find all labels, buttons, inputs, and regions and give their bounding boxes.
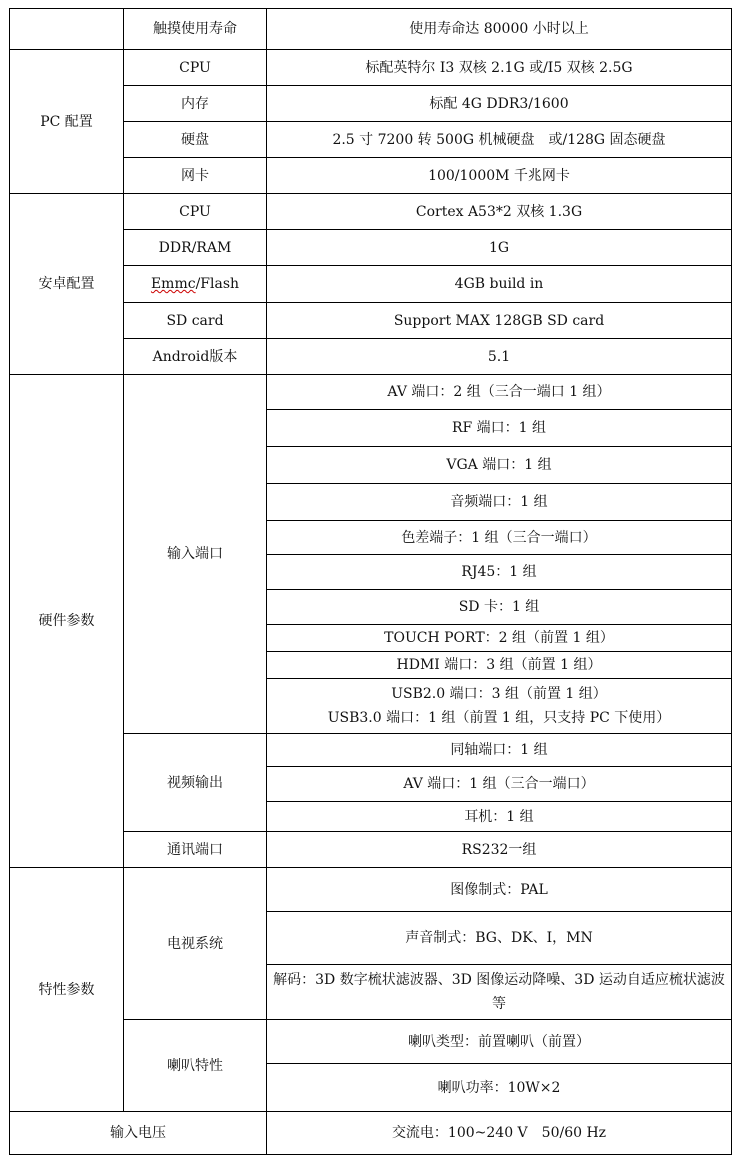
row-value: 耳机：1 组 — [267, 802, 732, 832]
row-value: 色差端子：1 组（三合一端口） — [267, 521, 732, 555]
row-value: SD 卡：1 组 — [267, 590, 732, 625]
row-label: CPU — [124, 50, 267, 86]
row-value: AV 端口：1 组（三合一端口） — [267, 767, 732, 802]
row-label: 电视系统 — [124, 868, 267, 1020]
row-value: RJ45：1 组 — [267, 555, 732, 590]
group-label: PC 配置 — [10, 50, 124, 194]
row-value: 100/1000M 千兆网卡 — [267, 158, 732, 194]
table-row — [10, 194, 732, 230]
row-value: TOUCH PORT：2 组（前置 1 组） — [267, 625, 732, 652]
row-value: 1G — [267, 230, 732, 266]
row-value: Cortex A53*2 双核 1.3G — [267, 194, 732, 230]
row-label: 内存 — [124, 86, 267, 122]
usb2-line: USB2.0 端口：3 组（前置 1 组） — [391, 686, 607, 702]
row-value: 音频端口：1 组 — [267, 484, 732, 521]
row-value: Support MAX 128GB SD card — [267, 303, 732, 339]
row-value: 使用寿命达 80000 小时以上 — [267, 9, 732, 50]
row-label: DDR/RAM — [124, 230, 267, 266]
row-label: CPU — [124, 194, 267, 230]
row-label: 通讯端口 — [124, 832, 267, 868]
flash-label: /Flash — [195, 276, 240, 292]
group-label: 安卓配置 — [10, 194, 124, 375]
table-row — [10, 868, 732, 912]
row-value: 解码：3D 数字梳状滤波器、3D 图像运动降噪、3D 运动自适应梳状滤波等 — [267, 965, 732, 1020]
table-row — [10, 375, 732, 410]
row-value: RS232一组 — [267, 832, 732, 868]
empty-cell — [10, 9, 124, 50]
row-value: 标配英特尔 I3 双核 2.1G 或/I5 双核 2.5G — [267, 50, 732, 86]
row-label: 输入电压 — [10, 1112, 267, 1155]
row-value: 喇叭功率：10W×2 — [267, 1064, 732, 1112]
row-value: HDMI 端口：3 组（前置 1 组） — [267, 652, 732, 679]
table-row — [10, 1112, 732, 1155]
row-value — [267, 679, 732, 734]
row-value: 声音制式：BG、DK、I，MN — [267, 912, 732, 965]
row-value: RF 端口：1 组 — [267, 410, 732, 447]
group-label: 硬件参数 — [10, 375, 124, 868]
row-value: 交流电：100~240 V 50/60 Hz — [267, 1112, 732, 1155]
row-label: 硬盘 — [124, 122, 267, 158]
group-label: 特性参数 — [10, 868, 124, 1112]
row-value: 图像制式：PAL — [267, 868, 732, 912]
row-value: 同轴端口：1 组 — [267, 734, 732, 767]
usb3-line: USB3.0 端口：1 组（前置 1 组，只支持 PC 下使用） — [327, 710, 671, 726]
row-label: 触摸使用寿命 — [124, 9, 267, 50]
row-label: 视频输出 — [124, 734, 267, 832]
row-label — [124, 266, 267, 303]
row-value: 2.5 寸 7200 转 500G 机械硬盘 或/128G 固态硬盘 — [267, 122, 732, 158]
table-row — [10, 50, 732, 86]
spec-table — [9, 8, 732, 1155]
row-label: 喇叭特性 — [124, 1020, 267, 1112]
row-value: AV 端口：2 组（三合一端口 1 组） — [267, 375, 732, 410]
row-label: 网卡 — [124, 158, 267, 194]
row-label: SD card — [124, 303, 267, 339]
emmc-label: Emmc — [150, 276, 196, 292]
row-value: VGA 端口：1 组 — [267, 447, 732, 484]
row-label: 输入端口 — [124, 375, 267, 734]
row-value: 标配 4G DDR3/1600 — [267, 86, 732, 122]
row-value: 4GB build in — [267, 266, 732, 303]
row-value: 5.1 — [267, 339, 732, 375]
row-label: Android版本 — [124, 339, 267, 375]
row-value: 喇叭类型：前置喇叭（前置） — [267, 1020, 732, 1064]
table-row — [10, 9, 732, 50]
